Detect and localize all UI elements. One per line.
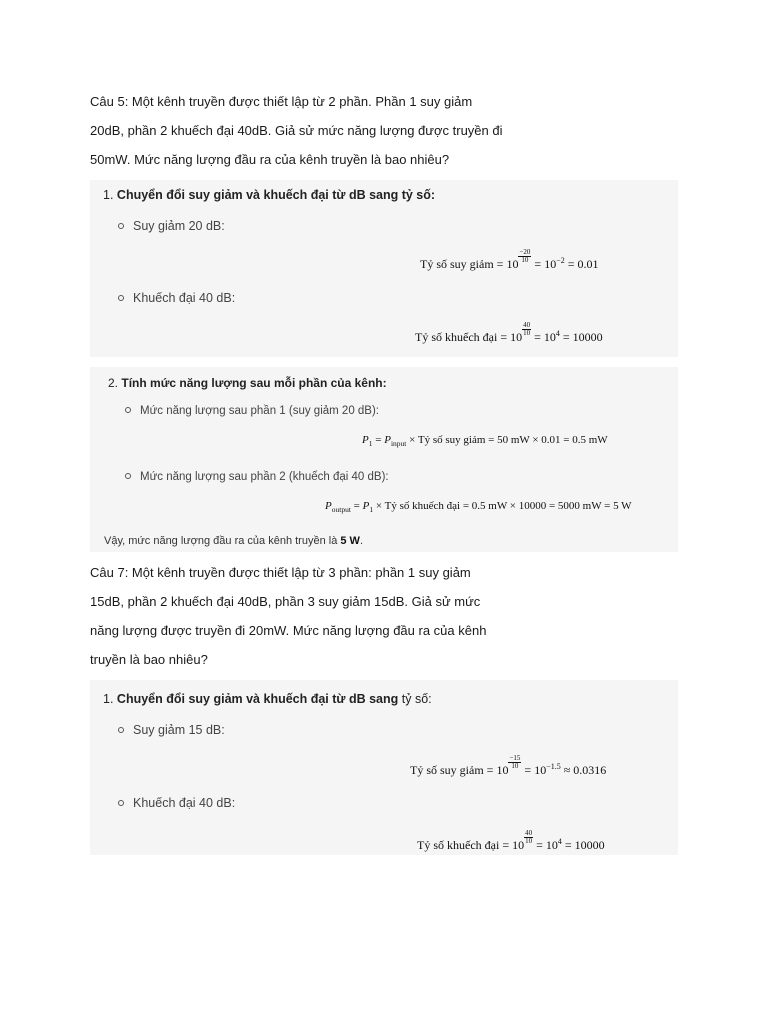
- question-5-line-3: 50mW. Mức năng lượng đầu ra của kênh truyền là bao nhiêu?: [90, 152, 450, 167]
- bullet-circle-icon: [118, 223, 124, 229]
- bullet-power-after-part-1: [125, 405, 379, 417]
- conclusion-text: Vậy, mức năng lượng đầu ra của kênh truyền là 5 W.: [104, 535, 363, 547]
- step-number: 1.: [103, 188, 114, 202]
- bullet-circle-icon: [125, 407, 131, 413]
- solution-panel-step-1: [90, 180, 678, 357]
- solution-panel-q7-step-1: [90, 680, 678, 855]
- bullet-power-after-part-2: [125, 471, 389, 483]
- question-7-line-1: Câu 7: Một kênh truyền được thiết lập từ 3 phần: phần 1 suy giảm: [90, 565, 471, 580]
- step-title: Chuyển đổi suy giảm và khuếch đại từ dB sang tỷ số:: [116, 188, 436, 202]
- bullet-text: Khuếch đại 40 dB:: [133, 291, 236, 305]
- bullet-circle-icon: [118, 727, 124, 733]
- step-2-heading: [108, 376, 387, 390]
- eq-label: Tỷ số suy giảm: [410, 763, 484, 777]
- question-7-line-4: truyền là bao nhiêu?: [90, 652, 208, 667]
- question-7-line-3: năng lượng được truyền đi 20mW. Mức năng lượng đầu ra của kênh: [90, 623, 487, 638]
- eq-result: 10000: [572, 330, 603, 344]
- bullet-text: Suy giảm 20 dB:: [133, 219, 225, 233]
- bullet-circle-icon: [125, 473, 131, 479]
- exponent-fraction: $\frac{-15}{10}$: [509, 754, 521, 770]
- question-7-line-2: 15dB, phần 2 khuếch đại 40dB, phần 3 suy giảm 15dB. Giả sử mức: [90, 594, 481, 609]
- equation-attenuation-ratio: Tỷ số suy giảm = 10 $\frac{-20}{10}$ = $10^{-2} = 0.01$: [420, 248, 599, 271]
- exponent-fraction: $\frac{40}{10}$: [523, 321, 531, 337]
- step-number: 1.: [103, 692, 114, 706]
- solution-panel-step-2: [90, 367, 678, 552]
- final-answer: 5 W: [340, 535, 360, 547]
- step-1-heading: [103, 188, 435, 202]
- question-5-line-1: Câu 5: Một kênh truyền được thiết lập từ 2 phần. Phần 1 suy giảm: [90, 94, 473, 109]
- bullet-text: Khuếch đại 40 dB:: [133, 796, 236, 810]
- eq-label: Tỷ số khuếch đại: [417, 838, 500, 852]
- step-title-rest: tỷ số:: [401, 692, 432, 706]
- bullet-text: Suy giảm 15 dB:: [133, 723, 225, 737]
- equation-gain-ratio: Tỷ số khuếch đại = 10 $\frac{40}{10}$ = $10^4 = 10000$: [417, 829, 605, 852]
- bullet-attenuation: [118, 219, 225, 233]
- eq-result: 0.0316: [573, 763, 607, 777]
- bullet-circle-icon: [118, 295, 124, 301]
- bullet-circle-icon: [118, 800, 124, 806]
- bullet-amplification: [118, 796, 235, 810]
- bullet-text: Mức năng lượng sau phần 2 (khuếch đại 40 dB):: [140, 471, 389, 483]
- eq-label: Tỷ số khuếch đại: [415, 330, 498, 344]
- equation-attenuation-ratio: Tỷ số suy giảm = 10 $\frac{-15}{10}$ = $10^{-1.5} \approx 0.0316$: [410, 754, 607, 777]
- step-number: 2.: [108, 376, 119, 390]
- eq-result: 10000: [574, 838, 605, 852]
- exponent-fraction: $\frac{-20}{10}$: [519, 248, 531, 264]
- bullet-text: Mức năng lượng sau phần 1 (suy giảm 20 dB):: [140, 405, 380, 417]
- step-title: Chuyển đổi suy giảm và khuếch đại từ dB sang: [116, 692, 399, 706]
- eq-label: Tỷ số suy giảm: [420, 257, 494, 271]
- question-5-line-2: 20dB, phần 2 khuếch đại 40dB. Giả sử mức năng lượng được truyền đi: [90, 123, 503, 138]
- step-title: Tính mức năng lượng sau mỗi phần của kênh:: [121, 376, 387, 390]
- equation-p1: $P_1 = P_{input}$ × Tỷ số suy giảm = 50 mW × 0.01 = 0.5 mW: [362, 434, 608, 449]
- eq-result: 0.01: [577, 257, 599, 271]
- q7-step-1-heading: [103, 692, 432, 706]
- bullet-attenuation: [118, 723, 225, 737]
- equation-gain-ratio: Tỷ số khuếch đại = 10 $\frac{40}{10}$ = $10^4 = 10000$: [415, 321, 603, 344]
- equation-p-output: $P_{output} = P_1$ × Tỷ số khuếch đại = 0.5 mW × 10000 = 5000 mW = 5 W: [325, 500, 632, 515]
- exponent-fraction: $\frac{40}{10}$: [525, 829, 533, 845]
- bullet-amplification: [118, 291, 235, 305]
